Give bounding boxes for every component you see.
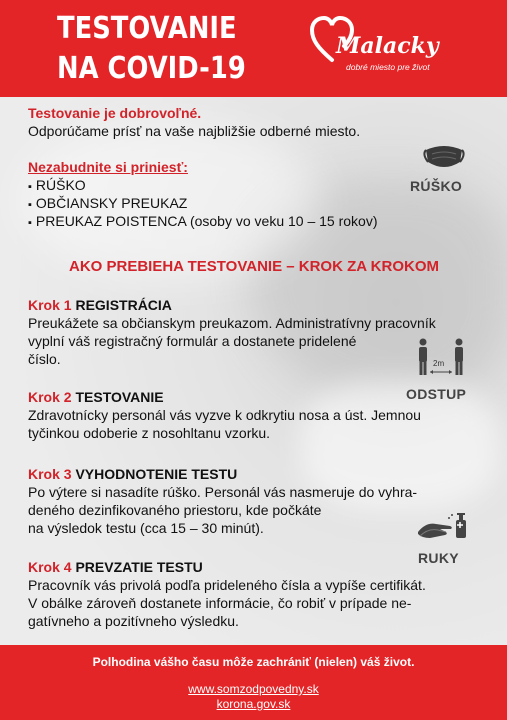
hands-label: RUKY [418, 550, 459, 566]
step-name: REGISTRÁCIA [75, 297, 172, 313]
step-name: PREVZATIE TESTU [75, 559, 203, 575]
step-label: Krok 4 [28, 559, 72, 575]
footer-slogan: Polhodina vášho času môže zachrániť (nielen) váš život. [92, 655, 415, 669]
step-name: TESTOVANIE [75, 389, 164, 405]
step-text: Preukážete sa občianskym preukazom. Administratívny pracovník [28, 315, 436, 331]
footer-banner [0, 645, 507, 720]
title-line-2: NA COVID-19 [57, 51, 246, 86]
voluntary-note: Testovanie je dobrovoľné. [28, 105, 202, 121]
step-text: deného dezinfikovaného priestoru, kde počkáte [28, 502, 322, 518]
logo-tagline: dobré miesto pre život [346, 62, 430, 72]
somzodpovedny-link[interactable]: www.somzodpovedny.sk [188, 682, 319, 696]
step-heading [28, 388, 164, 406]
korona-gov-link[interactable]: korona.gov.sk [216, 697, 291, 711]
step-label: Krok 1 [28, 297, 72, 313]
step-text: tyčinkou odoberie z nosohltanu vzorku. [28, 425, 271, 441]
header-banner [0, 0, 507, 97]
logo-name: Malacky [336, 33, 439, 59]
list-item: ▪ RÚŠKO [28, 176, 86, 196]
step-text: gatívneho a pozitívneho výsledku. [28, 613, 239, 629]
mask-label: RÚŠKO [410, 178, 463, 194]
step-heading [28, 296, 172, 314]
step-text: V obálke zároveň dostanete informácie, čo robiť v prípade ne- [28, 595, 412, 611]
distance-value: 2m [433, 359, 445, 368]
list-item: ▪ PREUKAZ POISTENCA (osoby vo veku 10 – 15 rokov) [28, 212, 377, 232]
step-label: Krok 2 [28, 389, 72, 405]
step-text: na výsledok testu (cca 15 – 30 minút). [28, 520, 264, 536]
remember-heading: Nezabudnite si priniesť: [28, 159, 188, 175]
step-text: číslo. [28, 351, 61, 367]
title-line-1: TESTOVANIE [57, 11, 237, 46]
section-title: AKO PREBIEHA TESTOVANIE – KROK ZA KROKOM [68, 258, 440, 275]
step-heading [28, 465, 237, 483]
step-name: VYHODNOTENIE TESTU [75, 466, 238, 482]
step-text: Pracovník vás privolá podľa prideleného čísla a vypíše certifikát. [28, 577, 426, 593]
distance-label: ODSTUP [406, 386, 467, 402]
step-label: Krok 3 [28, 466, 72, 482]
footer-links [0, 682, 507, 712]
step-text: vyplní váš registračný formulár a dostanete pridelené [28, 333, 357, 349]
face-mask-icon [422, 142, 466, 172]
malacky-logo [306, 16, 456, 80]
page-title [57, 9, 246, 89]
list-item: ▪ OBČIANSKY PREUKAZ [28, 194, 187, 214]
recommend-text: Odporúčame prísť na vaše najbližšie odberné miesto. [28, 123, 361, 139]
step-heading [28, 558, 203, 576]
hand-sanitizer-icon [416, 508, 468, 542]
step-text: Zdravotnícky personál vás vyzve k odkrytiu nosa a úst. Jemnou [28, 407, 421, 423]
step-text: Po výtere si nasadíte rúško. Personál vás nasmeruje do vyhra- [28, 484, 418, 500]
